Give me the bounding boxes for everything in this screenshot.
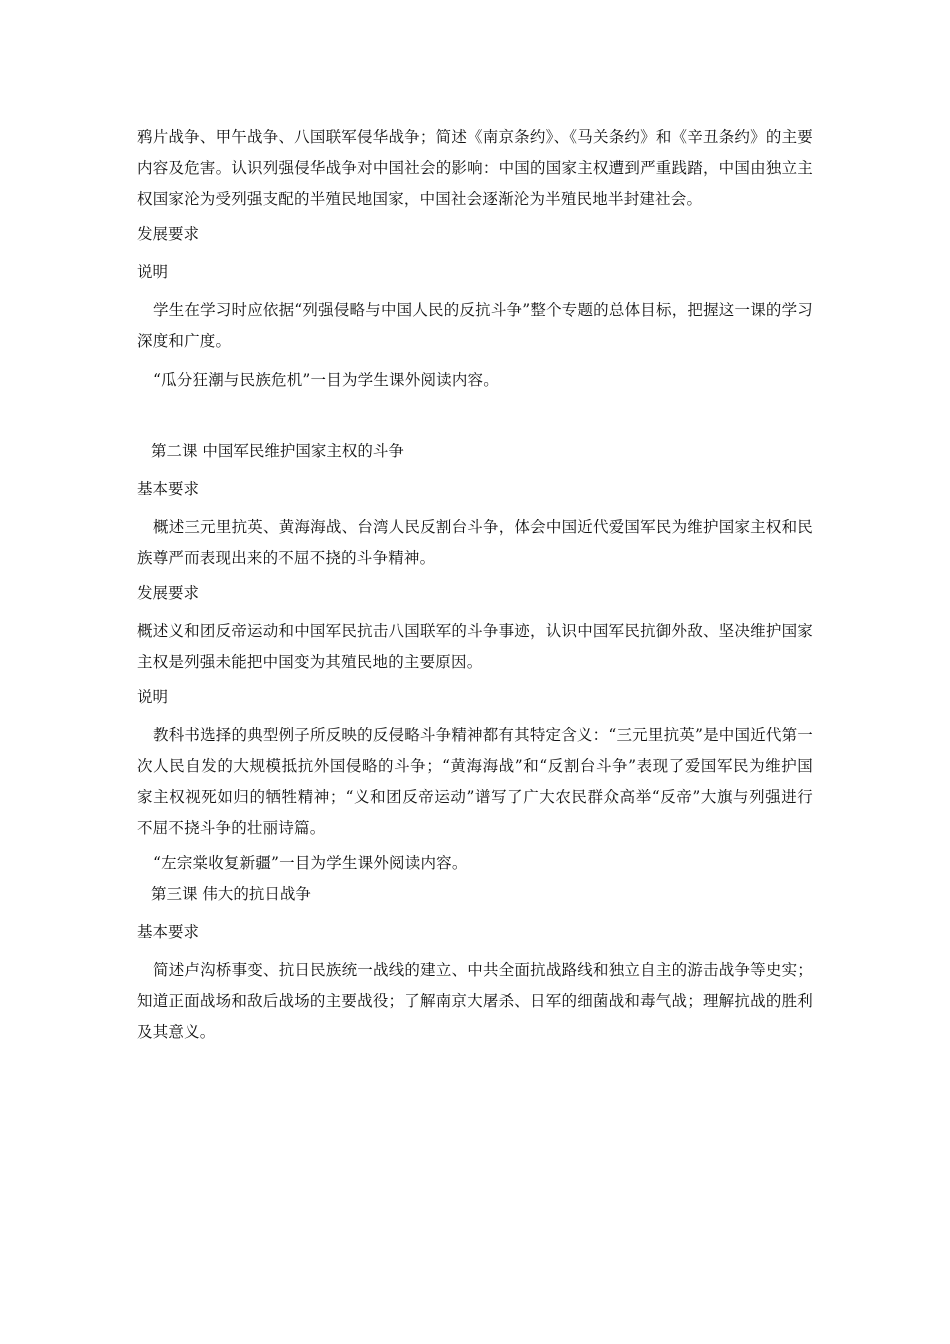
- lesson2-title: 第二课 中国军民维护国家主权的斗争: [151, 442, 404, 460]
- lesson2-dev-paragraph: 概述义和团反帝运动和中国军民抗击八国联军的斗争事迹，认识中国军民抗御外敌、坚决维护国家主权是列强未能把中国变为其殖民地的主要原因。: [137, 622, 813, 671]
- lesson3-basic-label: 基本要求: [137, 923, 200, 941]
- section1-note-paragraph-1: 学生在学习时应依据“列强侵略与中国人民的反抗斗争”整个专题的总体目标，把握这一课的学习深度和广度。: [137, 301, 813, 350]
- lesson2-note-paragraph-1: 教科书选择的典型例子所反映的反侵略斗争精神都有其特定含义：“三元里抗英”是中国近代第一次人民自发的大规模抵抗外国侵略的斗争；“黄海海战”和“反割台斗争”表现了爱国军民为维护国家主权视死如归的牺牲精神；“义和团反帝运动”谱写了广大农民群众高举“反帝”大旗与列强进行不屈不挠斗争的壮丽诗篇。: [137, 726, 813, 837]
- lesson2-note-label: 说明: [137, 688, 169, 706]
- lesson2-dev-label: 发展要求: [137, 584, 200, 602]
- section1-intro-paragraph: 鸦片战争、甲午战争、八国联军侵华战争；简述《南京条约》、《马关条约》和《辛丑条约》的主要内容及危害。认识列强侵华战争对中国社会的影响：中国的国家主权遭到严重践踏，中国由独立主权国家沦为受列强支配的半殖民地国家，中国社会逐渐沦为半殖民地半封建社会。: [137, 128, 813, 208]
- section1-note-label: 说明: [137, 263, 169, 281]
- lesson2-note-paragraph-2: “左宗棠收复新疆”一目为学生课外阅读内容。: [153, 854, 468, 872]
- section1-dev-label: 发展要求: [137, 225, 200, 243]
- lesson2-basic-label: 基本要求: [137, 480, 200, 498]
- lesson3-basic-paragraph: 简述卢沟桥事变、抗日民族统一战线的建立、中共全面抗战路线和独立自主的游击战争等史实；知道正面战场和敌后战场的主要战役；了解南京大屠杀、日军的细菌战和毒气战；理解抗战的胜利及其意义。: [137, 961, 813, 1041]
- section1-note-paragraph-2: “瓜分狂潮与民族危机”一目为学生课外阅读内容。: [153, 371, 499, 389]
- lesson2-basic-paragraph: 概述三元里抗英、黄海海战、台湾人民反割台斗争，体会中国近代爱国军民为维护国家主权和民族尊严而表现出来的不屈不挠的斗争精神。: [137, 518, 813, 567]
- lesson3-title: 第三课 伟大的抗日战争: [151, 885, 311, 903]
- document-body: [137, 122, 813, 1048]
